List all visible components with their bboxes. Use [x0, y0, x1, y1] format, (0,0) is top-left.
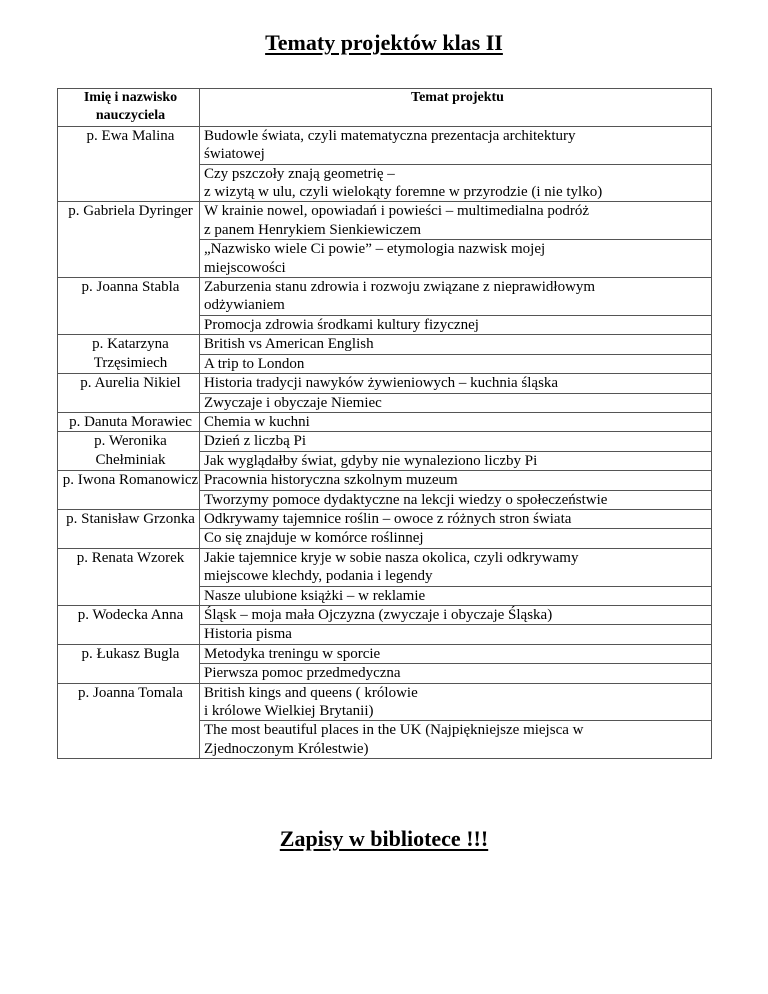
header-topic: Temat projektu: [200, 89, 712, 127]
project-topic: Co się znajduje w komórce roślinnej: [200, 529, 712, 548]
project-topic: Śląsk – moja mała Ojczyzna (zwyczaje i obyczaje Śląska): [200, 605, 712, 624]
teacher-name: p. Aurelia Nikiel: [58, 374, 200, 413]
project-topic: „Nazwisko wiele Ci powie” – etymologia nazwisk mojej miejscowości: [200, 240, 712, 278]
project-topic: Zwyczaje i obyczaje Niemiec: [200, 393, 712, 412]
table-row: [58, 509, 712, 528]
projects-table: [57, 88, 712, 759]
project-topic: Historia pisma: [200, 625, 712, 644]
table-row: [58, 432, 712, 451]
table-row: [58, 335, 712, 354]
teacher-name: p. Joanna Tomala: [58, 683, 200, 759]
project-topic: Promocja zdrowia środkami kultury fizycznej: [200, 315, 712, 334]
teacher-name: p. Stanisław Grzonka: [58, 509, 200, 548]
teacher-name: p. Renata Wzorek: [58, 548, 200, 605]
project-topic: Pierwsza pomoc przedmedyczna: [200, 664, 712, 683]
project-topic: Jak wyglądałby świat, gdyby nie wynaleziono liczby Pi: [200, 451, 712, 470]
table-row: [58, 644, 712, 663]
project-topic: The most beautiful places in the UK (Najpiękniejsze miejsca w Zjednoczonym Królestwie): [200, 721, 712, 759]
page-title: Tematy projektów klas II: [265, 30, 503, 55]
project-topic: Jakie tajemnice kryje w sobie nasza okolica, czyli odkrywamy miejscowe klechdy, podania i legendy: [200, 548, 712, 586]
teacher-name: p. Katarzyna Trzęsimiech: [58, 335, 200, 374]
table-row: [58, 278, 712, 316]
project-topic: British vs American English: [200, 335, 712, 354]
teacher-name: p. Wodecka Anna: [58, 605, 200, 644]
project-topic: Odkrywamy tajemnice roślin – owoce z różnych stron świata: [200, 509, 712, 528]
teacher-name: p. Joanna Stabla: [58, 278, 200, 335]
project-topic: Czy pszczoły znają geometrię – z wizytą w ulu, czyli wielokąty foremne w przyrodzie (i nie tylko): [200, 164, 712, 202]
teacher-name: p. Danuta Morawiec: [58, 412, 200, 431]
teacher-name: p. Łukasz Bugla: [58, 644, 200, 683]
project-topic: Metodyka treningu w sporcie: [200, 644, 712, 663]
project-topic: Dzień z liczbą Pi: [200, 432, 712, 451]
table-row: [58, 126, 712, 164]
project-topic: Nasze ulubione książki – w reklamie: [200, 586, 712, 605]
project-topic: Budowle świata, czyli matematyczna prezentacja architektury światowej: [200, 126, 712, 164]
project-topic: W krainie nowel, opowiadań i powieści – multimedialna podróż z panem Henrykiem Sienkiewiczem: [200, 202, 712, 240]
table-row: [58, 374, 712, 393]
teacher-name: p. Gabriela Dyringer: [58, 202, 200, 278]
table-row: [58, 683, 712, 721]
teacher-name: p. Ewa Malina: [58, 126, 200, 202]
table-row: [58, 202, 712, 240]
teacher-name: p. Iwona Romanowicz: [58, 471, 200, 510]
table-row: [58, 548, 712, 586]
table-row: [58, 471, 712, 490]
project-topic: Tworzymy pomoce dydaktyczne na lekcji wiedzy o społeczeństwie: [200, 490, 712, 509]
footer-note: Zapisy w bibliotece !!!: [279, 826, 489, 851]
project-topic: Chemia w kuchni: [200, 412, 712, 431]
table-body: [58, 126, 712, 758]
table-row: [58, 605, 712, 624]
header-teacher: Imię i nazwisko nauczyciela: [58, 89, 200, 127]
project-topic: British kings and queens ( królowie i królowe Wielkiej Brytanii): [200, 683, 712, 721]
project-topic: Historia tradycji nawyków żywieniowych – kuchnia śląska: [200, 374, 712, 393]
project-topic: A trip to London: [200, 354, 712, 373]
table-header-row: [58, 89, 712, 127]
teacher-name: p. Weronika Chełminiak: [58, 432, 200, 471]
table-row: [58, 412, 712, 431]
project-topic: Pracownia historyczna szkolnym muzeum: [200, 471, 712, 490]
project-topic: Zaburzenia stanu zdrowia i rozwoju związane z nieprawidłowym odżywianiem: [200, 278, 712, 316]
